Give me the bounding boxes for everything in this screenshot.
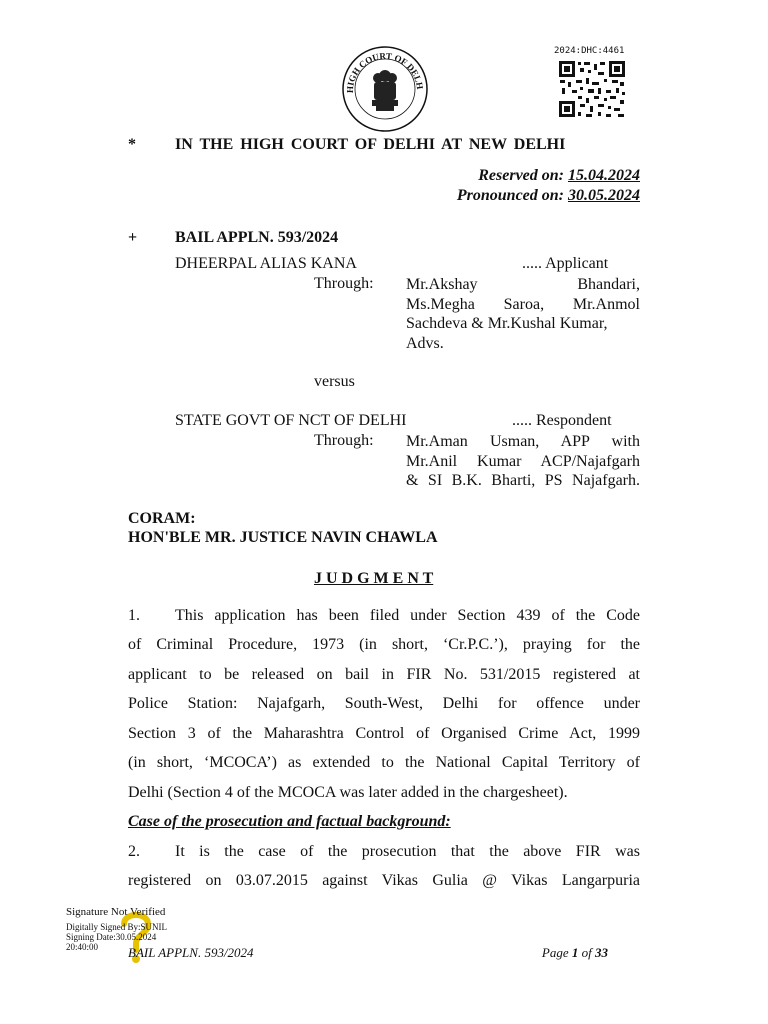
pronounced-on — [457, 187, 640, 205]
counsel-word: Ms.Megha — [406, 295, 475, 313]
respondent-name: STATE GOVT OF NCT OF DELHI — [175, 412, 407, 429]
reserved-on — [478, 167, 640, 185]
court-emblem — [340, 44, 430, 134]
applicant-name: DHEERPAL ALIAS KANA — [175, 255, 357, 272]
signature-block — [66, 906, 206, 976]
para2-line: It is the case of the prosecution that the above FIR was — [175, 843, 640, 860]
counsel-line: & SI B.K. Bharti, PS Najafgarh. — [406, 472, 640, 489]
counsel-line: Mr.Anil Kumar ACP/Najafgarh — [406, 452, 640, 470]
respondent-counsel — [406, 432, 640, 491]
para1-line: Delhi (Section 4 of the MCOCA was later added in the chargesheet). — [128, 784, 568, 801]
reserved-label: Reserved on: — [478, 167, 564, 184]
sig-status: Signature Not Verified — [66, 906, 166, 918]
counsel-line — [406, 295, 640, 315]
para1-line: Section 3 of the Maharashtra Control of Organised Crime Act, 1999 — [128, 725, 640, 742]
plus-marker: + — [128, 229, 138, 246]
pronounced-label: Pronounced on: — [456, 187, 564, 204]
respondent-through-label: Through: — [314, 432, 374, 449]
qr-code — [558, 60, 626, 118]
counsel-line — [406, 275, 640, 295]
counsel-word: Mr.Akshay — [406, 276, 478, 293]
qr-code-icon — [558, 60, 626, 118]
para1-line: Police Station: Najafgarh, South-West, Delhi for offence under — [128, 695, 640, 712]
case-number: BAIL APPLN. 593/2024 — [175, 229, 339, 246]
reserved-date: 15.04.2024 — [568, 167, 640, 184]
sig-time: 20:40:00 — [66, 942, 99, 952]
page-of: of — [581, 945, 592, 960]
applicant-counsel — [406, 275, 640, 353]
counsel-word: Mr.Anmol — [572, 295, 640, 313]
para1-line: applicant to be released on bail in FIR No. 531/2015 registered at — [128, 666, 640, 683]
para1-line: This application has been filed under Section 439 of the Code — [175, 607, 640, 624]
para2-number: 2. — [128, 843, 140, 860]
para1-number: 1. — [128, 607, 140, 624]
counsel-word: Bhandari, — [577, 276, 640, 293]
pronounced-date: 30.05.2024 — [568, 187, 640, 204]
court-seal-icon — [340, 44, 430, 134]
star-marker: * — [128, 136, 136, 153]
counsel-word: Saroa, — [503, 295, 545, 313]
para1-line: (in short, ‘MCOCA’) as extended to the National Capital Territory of — [128, 754, 640, 771]
respondent-role: ..... Respondent — [512, 412, 612, 429]
page-num: 1 — [571, 945, 579, 960]
footer-case-ref: BAIL APPLN. 593/2024 — [128, 945, 254, 960]
sig-by: Digitally Signed By:SUNIL — [66, 922, 167, 932]
para1-line: of Criminal Procedure, 1973 (in short, ‘Cr.P.C.’), praying for the — [128, 636, 640, 653]
para2-line: registered on 03.07.2015 against Vikas Gulia @ Vikas Langarpuria — [128, 872, 640, 889]
footer-page-number — [542, 945, 608, 961]
sig-date: Signing Date:30.05.2024 — [66, 932, 157, 942]
counsel-line: Mr.Aman Usman, APP with — [406, 433, 640, 450]
versus-label: versus — [314, 373, 355, 390]
emblem-text: HIGH COURT OF DELH — [344, 50, 426, 94]
coram-label: CORAM: — [128, 510, 196, 527]
coram-judge: HON'BLE MR. JUSTICE NAVIN CHAWLA — [128, 529, 438, 546]
page-word: Page — [541, 945, 569, 960]
court-title: IN THE HIGH COURT OF DELHI AT NEW DELHI — [175, 136, 566, 153]
applicant-role: ..... Applicant — [522, 255, 609, 272]
page-total: 33 — [595, 945, 608, 960]
citation-number: 2024:DHC:4461 — [554, 46, 625, 56]
counsel-line: Advs. — [406, 334, 444, 352]
section-heading: Case of the prosecution and factual background: — [128, 813, 451, 830]
applicant-through-label: Through: — [314, 275, 374, 292]
judgment-heading: J U D G M E N T — [314, 570, 434, 587]
counsel-line: Sachdeva & Mr.Kushal Kumar, — [406, 315, 608, 332]
